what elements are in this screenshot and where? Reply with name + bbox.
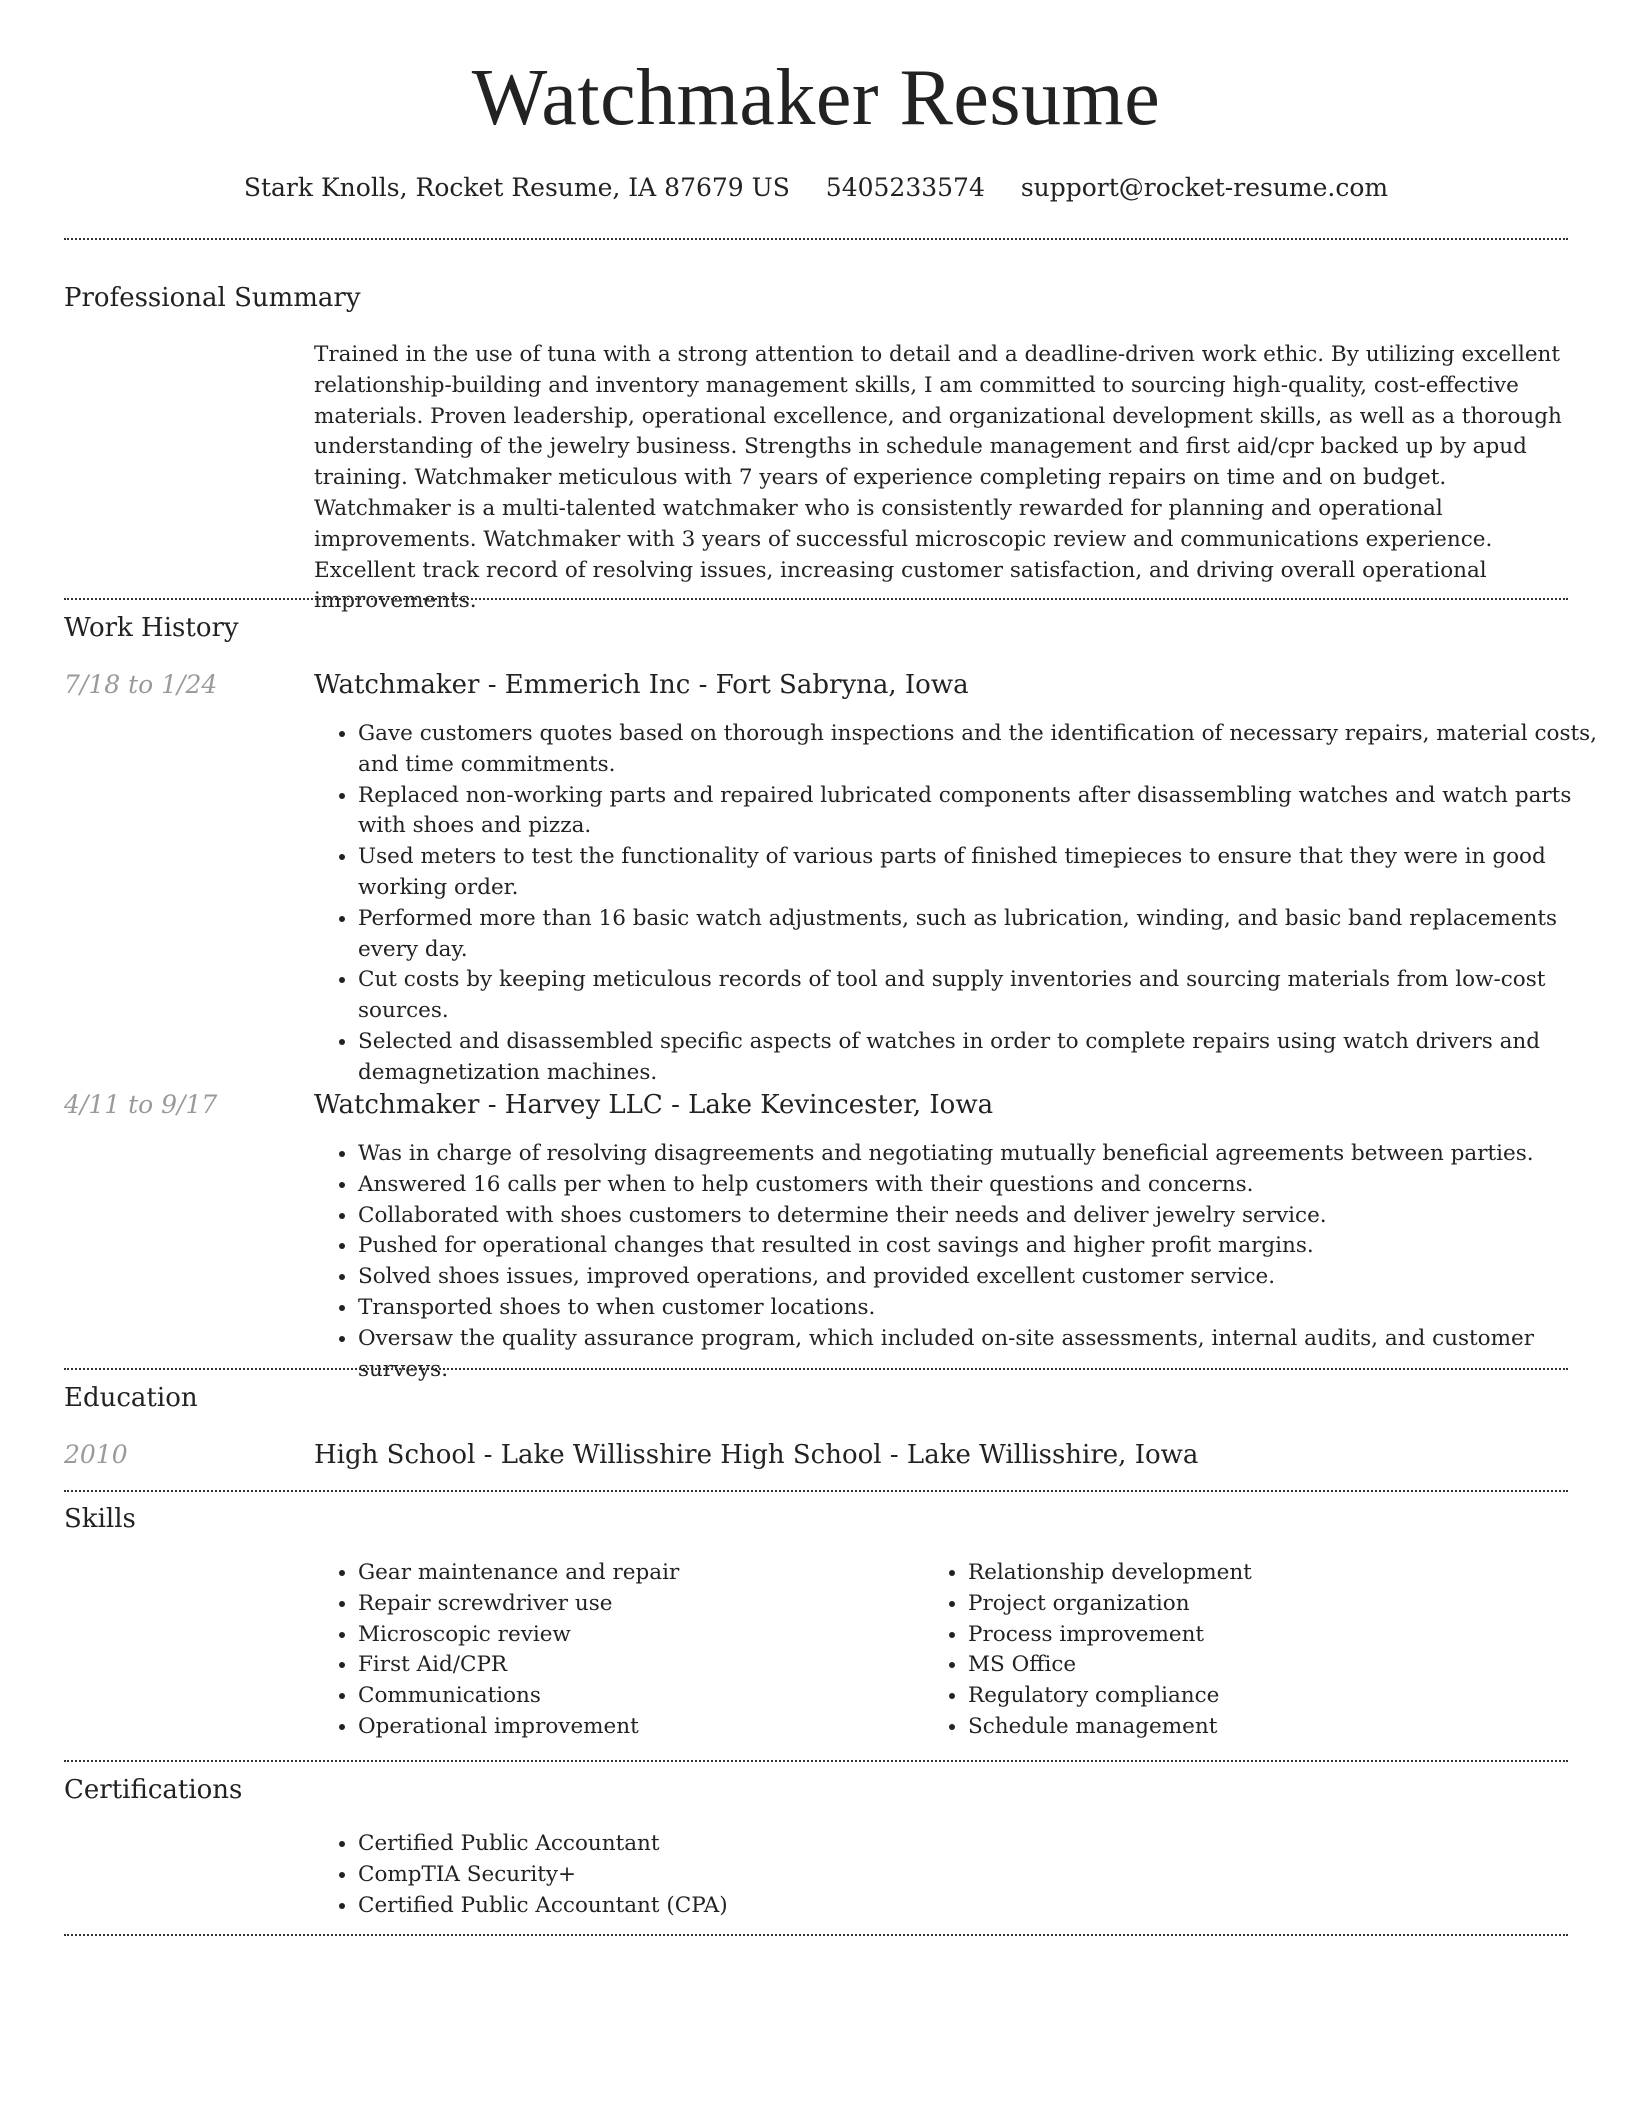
job-title: Watchmaker - Emmerich Inc - Fort Sabryna, Iowa [314, 670, 969, 700]
list-item: • Schedule management [968, 1712, 1568, 1743]
job-bullets [314, 719, 1608, 1089]
divider [64, 1760, 1568, 1762]
list-item: • Project organization [968, 1589, 1568, 1620]
section-heading-summary: Professional Summary [64, 283, 361, 313]
list-item: • CompTIA Security+ [358, 1860, 1608, 1891]
list-item: • Operational improvement [358, 1712, 918, 1743]
list-item: • Cut costs by keeping meticulous records of tool and supply inventories and sourcing materials from low-cost sources. [358, 965, 1608, 1027]
section-heading-education: Education [64, 1383, 198, 1413]
list-item: • Certified Public Accountant (CPA) [358, 1891, 1608, 1922]
certifications-list [314, 1829, 1608, 1921]
divider [64, 238, 1568, 240]
job-dates: 4/11 to 9/17 [64, 1090, 218, 1119]
job-title: Watchmaker - Harvey LLC - Lake Kevincester, Iowa [314, 1090, 994, 1120]
contact-phone: 5405233574 [825, 173, 985, 202]
list-item: • Answered 16 calls per when to help customers with their questions and concerns. [358, 1170, 1608, 1201]
divider [64, 1934, 1568, 1936]
contact-email: support@rocket-resume.com [1020, 173, 1389, 202]
education-entry: High School - Lake Willisshire High School - Lake Willisshire, Iowa [314, 1440, 1199, 1470]
divider [64, 1368, 1568, 1370]
list-item: • Gave customers quotes based on thorough inspections and the identification of necessary repairs, material costs, and time commitments. [358, 719, 1608, 781]
list-item: • Solved shoes issues, improved operations, and provided excellent customer service. [358, 1262, 1608, 1293]
section-heading-work: Work History [64, 613, 239, 643]
list-item: • Regulatory compliance [968, 1681, 1568, 1712]
list-item: • Replaced non-working parts and repaired lubricated components after disassembling watches and watch parts with shoes and pizza. [358, 781, 1608, 843]
list-item: • Repair screwdriver use [358, 1589, 918, 1620]
list-item: • Performed more than 16 basic watch adjustments, such as lubrication, winding, and basic band replacements every day. [358, 904, 1608, 966]
list-item: • Relationship development [968, 1558, 1568, 1589]
list-item: • First Aid/CPR [358, 1650, 918, 1681]
list-item: • Process improvement [968, 1620, 1568, 1651]
list-item: • Pushed for operational changes that resulted in cost savings and higher profit margins. [358, 1231, 1608, 1262]
divider [64, 1490, 1568, 1492]
list-item: • Communications [358, 1681, 918, 1712]
list-item: • Gear maintenance and repair [358, 1558, 918, 1589]
list-item: • MS Office [968, 1650, 1568, 1681]
list-item: • Used meters to test the functionality of various parts of finished timepieces to ensure that they were in good working order. [358, 842, 1608, 904]
summary-text: Trained in the use of tuna with a strong attention to detail and a deadline-driven work ethic. By utilizing excellent relationship-building and inventory management skills, I am committed to sourcing high-quality, cost-effective materials. Proven leadership, operational excellence, and organizational development skills, as well as a thorough understanding of the jewelry business. Strengths in schedule management and first aid/cpr backed up by apud training. Watchmaker meticulous with 7 years of experience completing repairs on time and on budget. Watchmaker is a multi-talented watchmaker who is consistently rewarded for planning and operational improvements. Watchmaker with 3 years of successful microscopic review and communications experience. Excellent track record of resolving issues, increasing customer satisfaction, and driving overall operational improvements. [314, 342, 1562, 614]
list-item: • Collaborated with shoes customers to determine their needs and deliver jewelry service. [358, 1201, 1608, 1232]
job-dates: 7/18 to 1/24 [64, 670, 218, 699]
list-item: • Oversaw the quality assurance program, which included on-site assessments, internal audits, and customer surveys. [358, 1324, 1608, 1386]
education-year: 2010 [64, 1440, 128, 1469]
list-item: • Certified Public Accountant [358, 1829, 1608, 1860]
contact-line [0, 172, 1632, 204]
skills-list-left [314, 1558, 918, 1743]
list-item: • Transported shoes to when customer locations. [358, 1293, 1608, 1324]
page-title: Watchmaker Resume [471, 54, 1161, 142]
job-bullets [314, 1139, 1608, 1385]
list-item: • Was in charge of resolving disagreements and negotiating mutually beneficial agreements between parties. [358, 1139, 1608, 1170]
divider [64, 598, 1568, 600]
contact-address: Stark Knolls, Rocket Resume, IA 87679 US [243, 173, 790, 202]
skills-list-right [924, 1558, 1568, 1743]
section-heading-skills: Skills [64, 1504, 136, 1534]
list-item: • Microscopic review [358, 1620, 918, 1651]
section-heading-certifications: Certifications [64, 1775, 243, 1805]
list-item: • Selected and disassembled specific aspects of watches in order to complete repairs using watch drivers and demagnetization machines. [358, 1027, 1608, 1089]
